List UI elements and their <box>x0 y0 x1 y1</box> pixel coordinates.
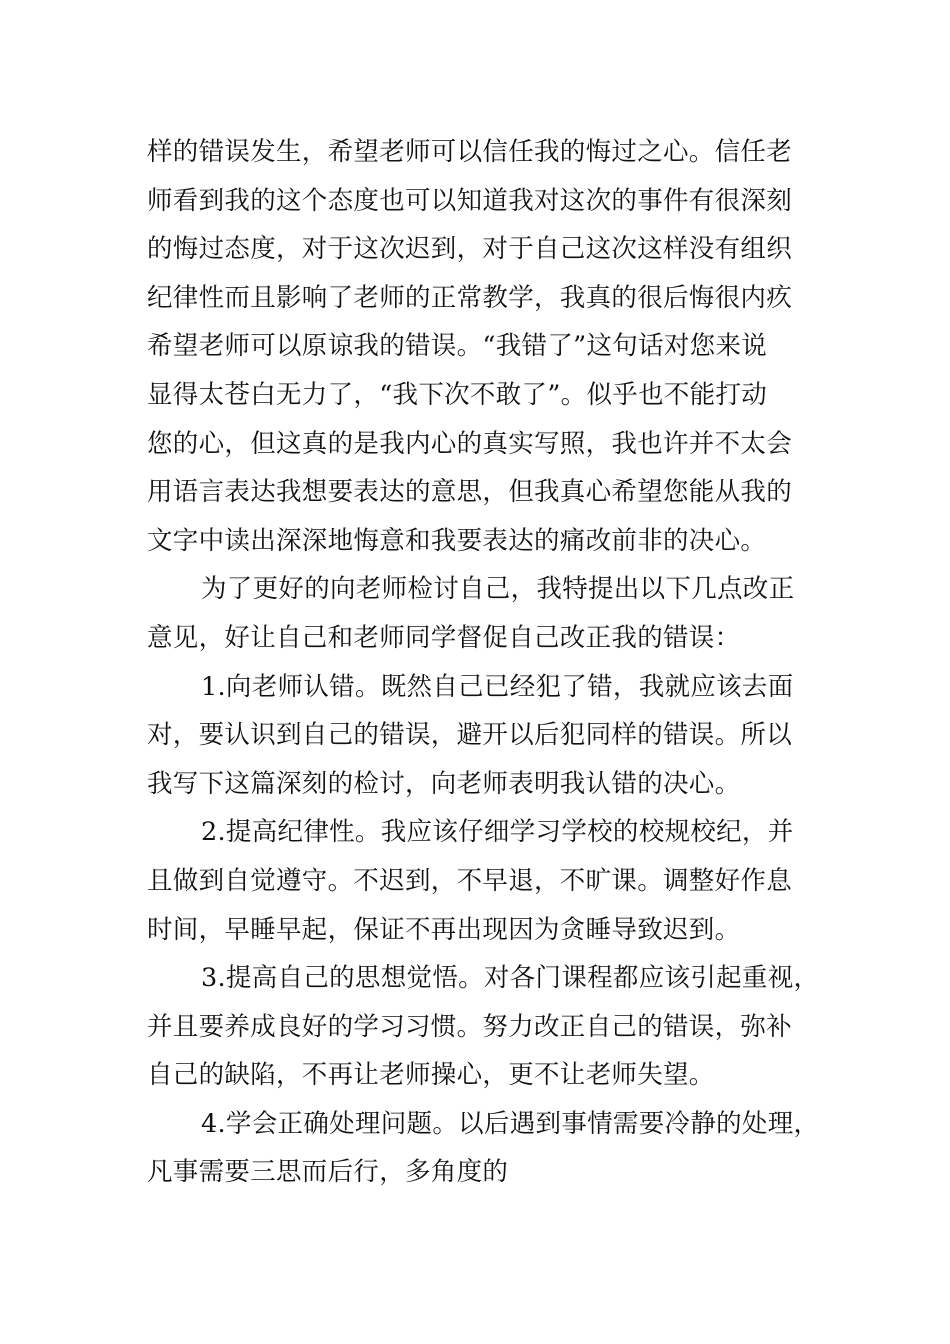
text-line: 意见，好让自己和老师同学督促自己改正我的错误： <box>147 622 741 653</box>
body-text <box>147 128 827 1197</box>
text-line: 我写下这篇深刻的检讨，向老师表明我认错的决心。 <box>147 768 741 799</box>
list-item-4: 4.学会正确处理问题。以后遇到事情需要冷静的处理， <box>201 1108 820 1139</box>
text-line: 用语言表达我想要表达的意思，但我真心希望您能从我的 <box>147 477 793 508</box>
text-line: 对，要认识到自己的错误，避开以后犯同样的错误。所以 <box>147 720 793 751</box>
text-line: 自己的缺陷，不再让老师操心，更不让老师失望。 <box>147 1060 715 1091</box>
text-line: 纪律性而且影响了老师的正常教学，我真的很后悔很内疚 <box>147 282 793 313</box>
text-line: 凡事需要三思而后行，多角度的 <box>147 1157 509 1188</box>
list-item-2: 2.提高纪律性。我应该仔细学习学校的校规校纪，并 <box>201 817 794 848</box>
text-line: 师看到我的这个态度也可以知道我对这次的事件有很深刻 <box>147 185 793 216</box>
list-item-3: 3.提高自己的思想觉悟。对各门课程都应该引起重视， <box>201 963 820 994</box>
text-line: 样的错误发生，希望老师可以信任我的悔过之心。信任老 <box>147 137 793 167</box>
text-line: 您的心，但这真的是我内心的真实写照，我也许并不太会 <box>147 428 793 459</box>
text-line: 的悔过态度，对于这次迟到，对于自己这次这样没有组织 <box>147 234 793 265</box>
text-line: 且做到自觉遵守。不迟到，不早退，不旷课。调整好作息 <box>147 865 793 896</box>
text-line: 并且要养成良好的学习习惯。努力改正自己的错误，弥补 <box>147 1011 793 1042</box>
list-item-1: 1.向老师认错。既然自己已经犯了错，我就应该去面 <box>201 671 794 702</box>
text-line: 文字中读出深深地悔意和我要表达的痛改前非的决心。 <box>147 525 767 556</box>
paragraph-first-line: 为了更好的向老师检讨自己，我特提出以下几点改正 <box>201 574 795 605</box>
text-line: 时间，早睡早起，保证不再出现因为贪睡导致迟到。 <box>147 914 741 945</box>
text-line: 显得太苍白无力了，“我下次不敢了”。似乎也不能打动 <box>147 379 768 410</box>
text-line: 希望老师可以原谅我的错误。“我错了”这句话对您来说 <box>147 331 768 362</box>
